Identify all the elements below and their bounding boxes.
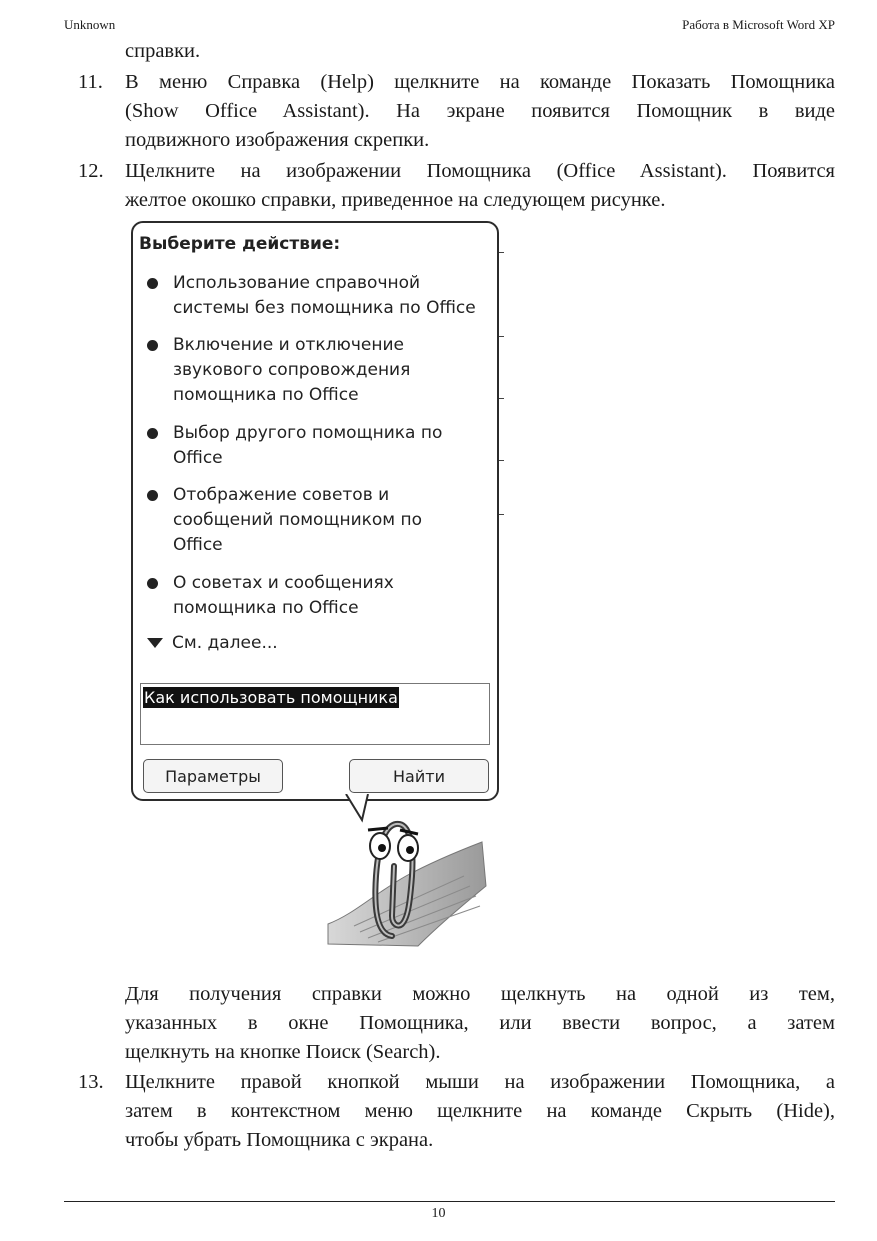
item-13-line-2: затем в контекстном меню щелкните на команде Скрыть (Hide),	[125, 1100, 835, 1122]
continuation-text: справки.	[125, 40, 201, 62]
triangle-down-icon	[147, 638, 163, 648]
office-assistant-figure	[124, 218, 514, 953]
running-header-right: Работа в Microsoft Word XP	[682, 17, 835, 32]
search-button[interactable]: Найти	[349, 759, 489, 793]
bullet-icon	[147, 428, 158, 439]
bullet-icon	[147, 490, 158, 501]
option-choose-assistant[interactable]: Выбор другого помощника по Office	[147, 421, 492, 471]
options-button[interactable]: Параметры	[143, 759, 283, 793]
bullet-icon	[147, 278, 158, 289]
option-toggle-sound[interactable]: Включение и отключение звукового сопровождения помощника по Office	[147, 333, 492, 408]
option-show-tips[interactable]: Отображение советов и сообщений помощником по Office	[147, 483, 492, 558]
after-figure-line-2: указанных в окне Помощника, или ввести вопрос, а затем	[125, 1012, 835, 1034]
assistant-balloon	[131, 221, 499, 801]
see-more-link[interactable]: См. далее...	[147, 633, 278, 653]
balloon-title: Выберите действие:	[139, 234, 341, 254]
page-number: 10	[431, 1206, 446, 1221]
item-12-line-1: Щелкните на изображении Помощника (Office Assistant). Появится	[125, 160, 835, 182]
item-12-number: 12.	[78, 160, 104, 182]
after-figure-line-1: Для получения справки можно щелкнуть на одной из тем,	[125, 983, 835, 1005]
option-help-without-assistant[interactable]: Использование справочной системы без помощника по Office	[147, 271, 492, 321]
question-input[interactable]	[140, 683, 490, 745]
item-13-number: 13.	[78, 1071, 104, 1093]
item-11-line-1: В меню Справка (Help) щелкните на команде Показать Помощника	[125, 71, 835, 93]
item-13-line-3: чтобы убрать Помощника с экрана.	[125, 1129, 434, 1151]
item-11-number: 11.	[78, 71, 103, 93]
item-11-line-3: подвижного изображения скрепки.	[125, 129, 430, 151]
option-about-tips[interactable]: О советах и сообщениях помощника по Office	[147, 571, 492, 621]
running-header-left: Unknown	[64, 17, 116, 32]
bullet-icon	[147, 340, 158, 351]
item-13-line-1: Щелкните правой кнопкой мыши на изображении Помощника, а	[125, 1071, 835, 1093]
after-figure-line-3: щелкнуть на кнопке Поиск (Search).	[125, 1041, 441, 1063]
bullet-icon	[147, 578, 158, 589]
item-12-line-2: желтое окошко справки, приведенное на следующем рисунке.	[125, 189, 666, 211]
item-11-line-2: (Show Office Assistant). На экране появится Помощник в виде	[125, 100, 835, 122]
question-input-value: Как использовать помощника	[144, 688, 398, 707]
clippy-assistant-icon[interactable]	[314, 806, 494, 951]
footer-rule	[64, 1201, 835, 1202]
